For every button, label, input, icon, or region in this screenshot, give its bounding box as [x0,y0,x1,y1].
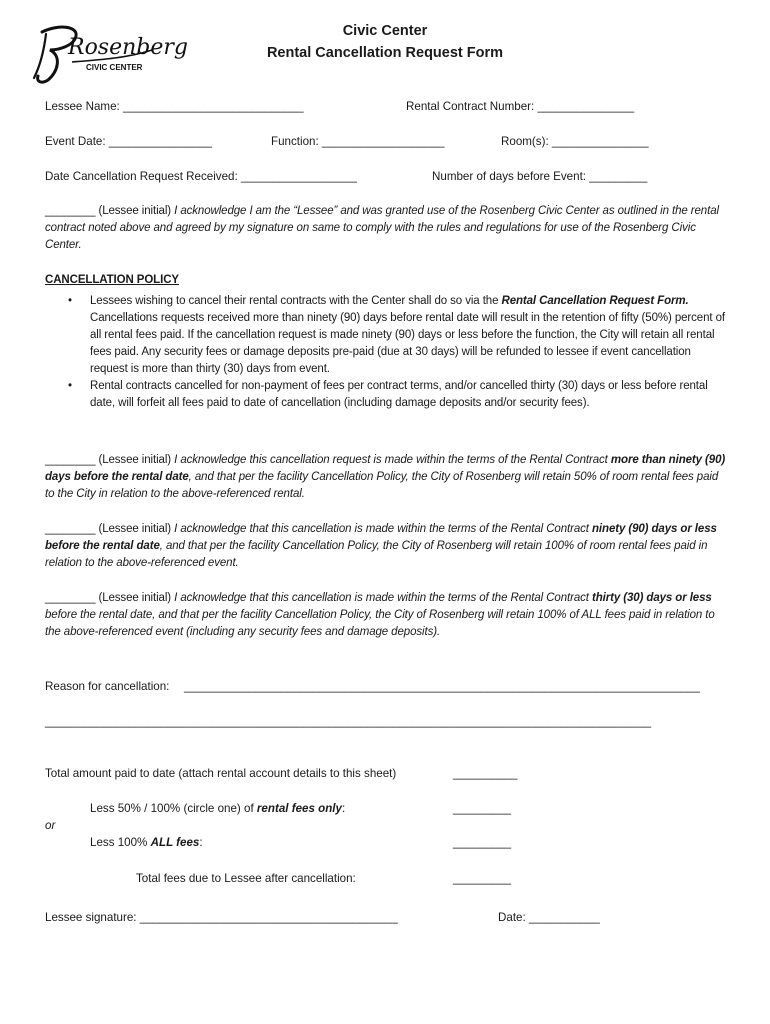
policy-bullet-1-text-b: Cancellations requests received more than ninety (90) days before rental date will result in the retention of fifty (50%) percent of all rental fees paid. If the cancellation request is made ninety (90) days or less before the function, the City will retain all rental fees paid. Any security fees or damage deposits pre-paid (due at 30 days) will be refunded to lessee if event cancellation request is more than thirty (30) days from event. [90,312,725,375]
event-date-field[interactable]: Event Date: ________________ [45,135,212,148]
ack-lessee-paragraph [45,203,730,254]
fees-due-label: Total fees due to Lessee after cancellation: [136,872,356,885]
or-label: or [45,819,56,832]
total-paid-label: Total amount paid to date (attach rental account details to this sheet) [45,767,397,780]
less-all-fees-label [90,834,203,852]
lessee-signature-field[interactable]: Lessee signature: ________________________________________ [45,911,398,924]
ack-more-than-90-text-a: I acknowledge this cancellation request is made within the terms of the Rental Contract [174,454,608,466]
date-received-field[interactable]: Date Cancellation Request Received: __________________ [45,170,357,183]
less-rental-fees-label [90,800,345,818]
logo-sub-text: CIVIC CENTER [86,63,143,72]
reason-label: Reason for cancellation: [45,680,170,693]
function-field[interactable]: Function: ___________________ [271,135,445,148]
less-all-fees-colon: : [199,836,203,849]
ack-30-or-less-text-a: I acknowledge that this cancellation is made within the terms of the Rental Contract [174,592,589,604]
less-all-fees-text: Less 100% [90,836,148,849]
less-rental-fees-text: Less 50% / 100% (circle one) of [90,802,254,815]
rental-contract-number-field[interactable]: Rental Contract Number: _______________ [406,100,635,113]
cancellation-policy-heading: CANCELLATION POLICY [45,274,179,286]
less-rental-fees-emphasis: rental fees only [256,802,342,815]
less-rental-fees-colon: : [341,802,346,815]
rosenberg-logo [28,20,188,90]
ack-30-or-less-text-b: before the rental date, and that per the facility Cancellation Policy, the City of Rosenberg will retain 100% of ALL fees paid in relation to the above-referenced event (including any security fees and damage deposits). [45,609,715,638]
lessee-name-field[interactable]: Lessee Name: ____________________________ [45,100,304,113]
title-line-1: Civic Center [342,23,428,39]
signature-date-field[interactable]: Date: ___________ [498,911,600,924]
bullet-icon: • [68,380,72,392]
less-all-fees-emphasis: ALL fees [150,836,200,849]
policy-bullet-1 [45,293,730,378]
reason-line-2[interactable]: ______________________________________________________________________________________________ [45,715,652,728]
logo-script-text: Rosenberg [68,35,188,60]
lessee-initial-blank[interactable]: ________ (Lessee initial) [45,592,172,604]
lessee-initial-blank[interactable]: ________ (Lessee initial) [45,205,172,217]
ack-90-or-less-text-a: I acknowledge that this cancellation is made within the terms of the Rental Contract [174,523,589,535]
title-line-2: Rental Cancellation Request Form [266,45,504,61]
rooms-field[interactable]: Room(s): _______________ [501,135,649,148]
ack-30-or-less-emphasis: thirty (30) days or less [592,592,712,604]
fees-due-blank[interactable]: _________ [453,872,512,885]
cancellation-policy-list [45,293,730,412]
reason-line-1[interactable]: ________________________________________________________________________________ [184,680,700,693]
ack-90-or-less-emphasis: ninety (90) days or less before the rental date [45,523,717,552]
ack-more-than-90-paragraph [45,452,730,503]
policy-bullet-1-form-name: Rental Cancellation Request Form. [501,295,689,307]
ack-30-or-less-paragraph [45,590,730,641]
policy-bullet-1-text-a: Lessees wishing to cancel their rental contracts with the Center shall do so via the [90,295,499,307]
policy-bullet-2 [45,378,730,412]
lessee-initial-blank[interactable]: ________ (Lessee initial) [45,454,172,466]
lessee-initial-blank[interactable]: ________ (Lessee initial) [45,523,172,535]
less-all-fees-blank[interactable]: _________ [453,836,512,849]
less-rental-fees-blank[interactable]: _________ [453,802,512,815]
bullet-icon: • [68,295,72,307]
ack-lessee-text: I acknowledge I am the “Lessee” and was granted use of the Rosenberg Civic Center as outlined in the rental contract noted above and agreed by my signature on same to comply with the rules and regulations for use of the Rosenberg Civic Center. [45,205,719,251]
policy-bullet-2-text: Rental contracts cancelled for non-payment of fees per contract terms, and/or cancelled thirty (30) days or less before rental date, will forfeit all fees paid to date of cancellation (including damage deposits and/or security fees). [90,380,708,409]
form-title [185,20,585,64]
total-paid-blank[interactable]: __________ [453,767,518,780]
ack-more-than-90-text-b: , and that per the facility Cancellation Policy, the City of Rosenberg will retain 50% of room rental fees paid to the City in relation to the above-referenced rental. [45,471,719,500]
logo-mark [28,20,188,90]
days-before-field[interactable]: Number of days before Event: _________ [432,170,648,183]
ack-more-than-90-emphasis: more than ninety (90) days before the rental date [45,454,726,483]
ack-90-or-less-paragraph [45,521,730,572]
ack-90-or-less-text-b: , and that per the facility Cancellation Policy, the City of Rosenberg will retain 100% of room rental fees paid in relation to the above-referenced event. [45,540,708,569]
